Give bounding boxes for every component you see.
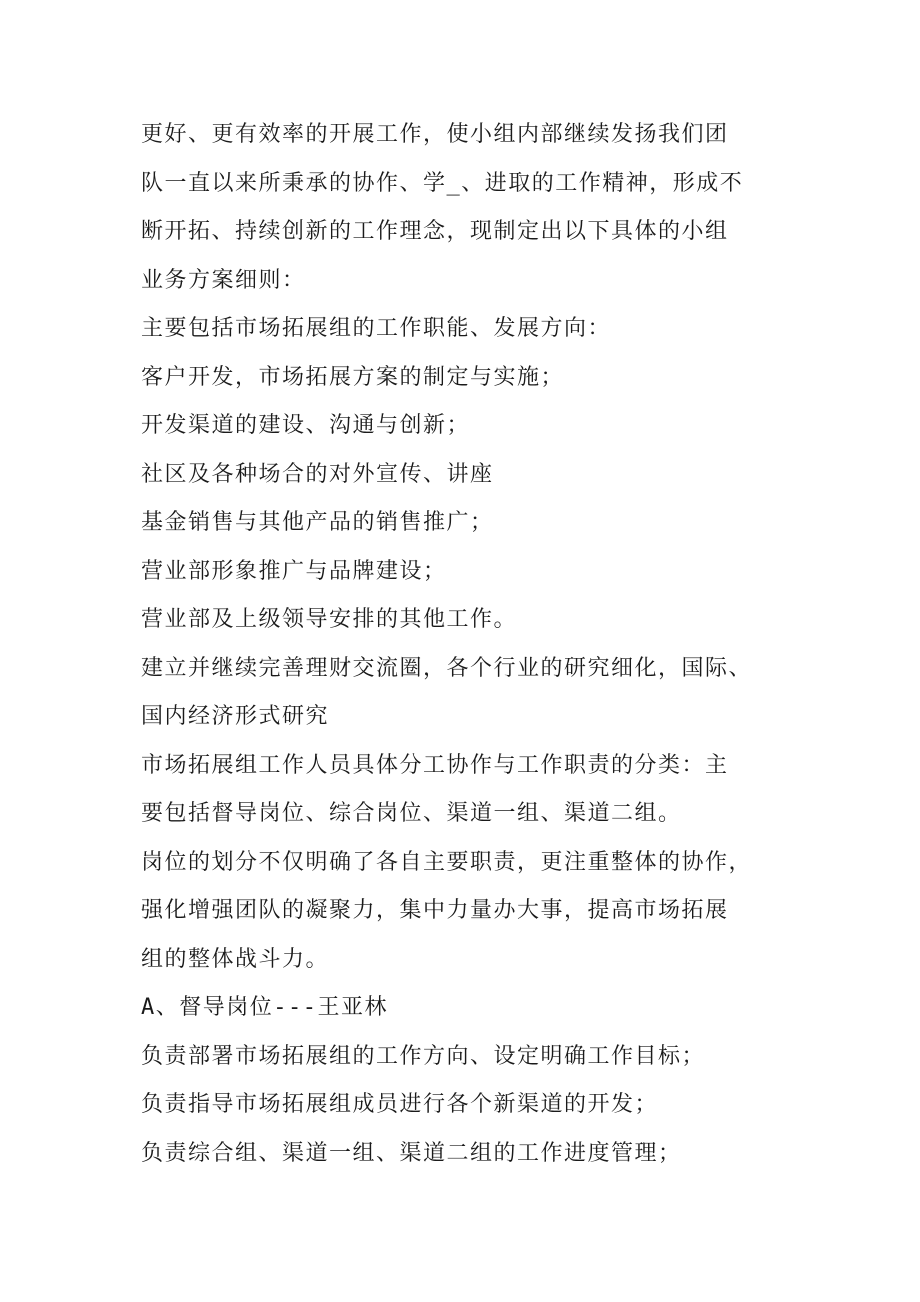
list-item: 客户开发，市场拓展方案的制定与实施； [141,364,565,390]
paragraph-line: 岗位的划分不仅明确了各自主要职责，更注重整体的协作， [141,849,753,875]
paragraph-line: 组的整体战斗力。 [141,946,330,972]
paragraph-line: 国内经济形式研究 [141,704,330,729]
paragraph-line: 业务方案细则： [141,267,306,293]
paragraph-line: 主要包括市场拓展组的工作职能、发展方向： [141,316,612,341]
paragraph-line: 更好、更有效率的开展工作，使小组内部继续发扬我们团 [141,122,729,147]
paragraph-line: 要包括督导岗位、综合岗位、渠道一组、渠道二组。 [141,801,682,826]
list-item: 基金销售与其他产品的销售推广； [141,510,494,535]
list-item: 负责部署市场拓展组的工作方向、设定明确工作目标； [141,1043,706,1069]
list-item: 社区及各种场合的对外宣传、讲座 [141,461,494,487]
list-item: 开发渠道的建设、沟通与创新； [141,413,471,438]
paragraph-line: 强化增强团队的凝聚力，集中力量办大事，提高市场拓展 [141,898,729,923]
list-item: 营业部及上级领导安排的其他工作。 [141,607,518,632]
list-item: 营业部形象推广与品牌建设； [141,558,447,584]
section-heading: A、督导岗位---王亚林 [141,995,388,1020]
list-item: 负责综合组、渠道一组、渠道二组的工作进度管理； [141,1140,682,1166]
paragraph-line: 队一直以来所秉承的协作、学_、进取的工作精神，形成不 [141,170,744,196]
paragraph-line: 断开拓、持续创新的工作理念，现制定出以下具体的小组 [141,219,729,244]
paragraph-line: 建立并继续完善理财交流圈，各个行业的研究细化，国际、 [141,655,753,681]
list-item: 负责指导市场拓展组成员进行各个新渠道的开发； [141,1092,659,1117]
paragraph-line: 市场拓展组工作人员具体分工协作与工作职责的分类：主 [141,752,729,778]
document-body [141,111,781,1178]
